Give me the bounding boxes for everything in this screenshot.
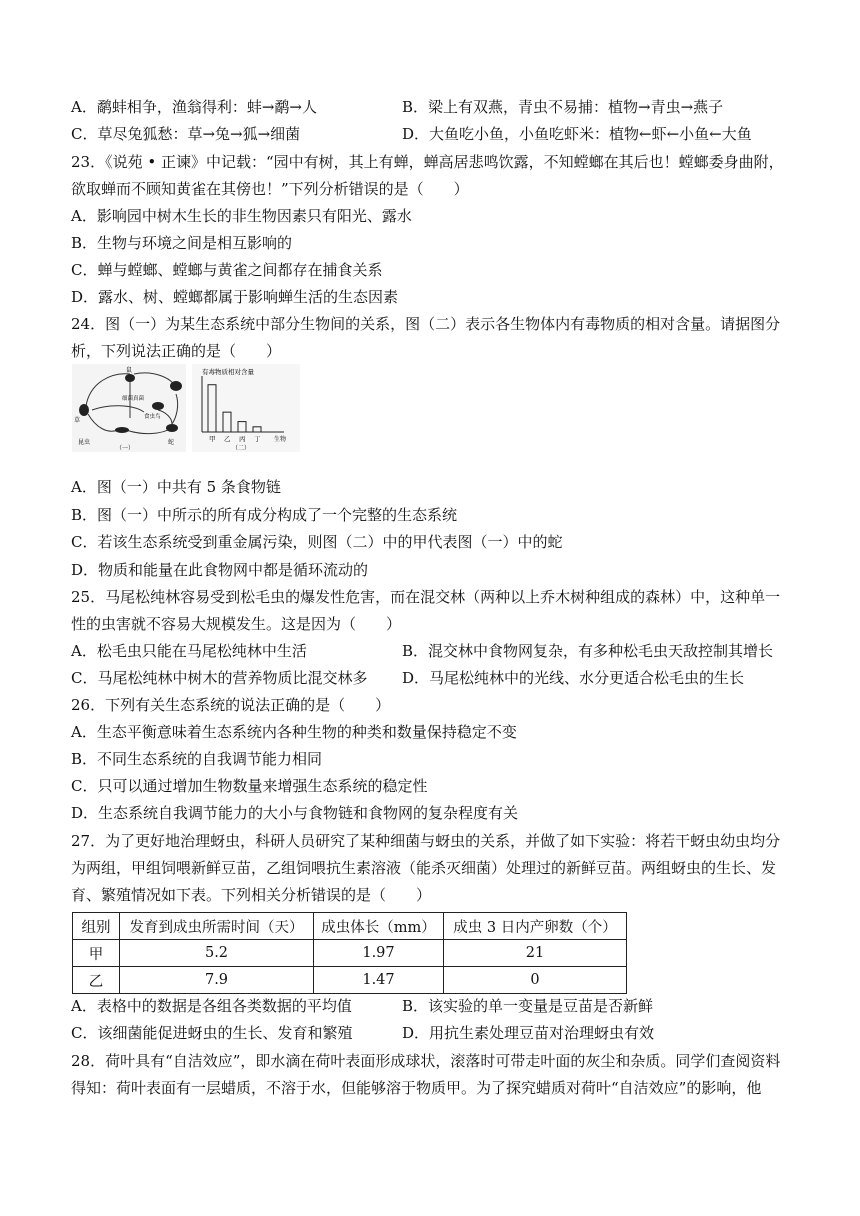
fig1-caption: （一） bbox=[116, 445, 135, 452]
table-header-cell: 发育到成虫所需时间（天） bbox=[120, 913, 314, 940]
chart-xlabel: 生物 bbox=[274, 436, 287, 443]
table-cell: 1.97 bbox=[314, 940, 444, 967]
q27-data-table bbox=[72, 912, 627, 994]
toxin-bar-chart bbox=[192, 364, 300, 452]
q26-option-b: B．不同生态系统的自我调节能力相同 bbox=[71, 750, 323, 768]
fig1-label-decomposer: 细菌真菌 bbox=[122, 396, 145, 402]
food-web-figure bbox=[72, 364, 186, 452]
table-cell: 0 bbox=[444, 967, 627, 994]
q25-stem-line1: 25．马尾松纯林容易受到松毛虫的爆发性危害，而在混交林（两种以上乔木树种组成的森林）中，这种单一 bbox=[71, 588, 781, 606]
table-header-cell: 成虫体长（mm） bbox=[314, 913, 444, 940]
fig1-label-insect: 昆虫 bbox=[78, 439, 91, 446]
table-cell: 21 bbox=[444, 940, 627, 967]
q27-option-b: B．该实验的单一变量是豆苗是否新鲜 bbox=[402, 997, 654, 1015]
q27-option-d: D．用抗生素处理豆苗对治理蚜虫有效 bbox=[402, 1024, 655, 1042]
table-row bbox=[73, 967, 627, 994]
q23-stem-line2: 欲取蝉而不顾知黄雀在其傍也！”下列分析错误的是（ ） bbox=[71, 180, 469, 198]
table-row bbox=[73, 940, 627, 967]
q25-option-c: C．马尾松纯林中树木的营养物质比混交林多 bbox=[71, 669, 368, 687]
table-header-cell: 组别 bbox=[73, 913, 120, 940]
q27-option-a: A．表格中的数据是各组各类数据的平均值 bbox=[71, 997, 352, 1015]
q28-line1: 28．荷叶具有“自洁效应”，即水滴在荷叶表面形成球状，滚落时可带走叶面的灰尘和杂质。同学们查阅资料 bbox=[71, 1052, 781, 1070]
q22-option-a: A．鹬蚌相争，渔翁得利：蚌→鹬→人 bbox=[71, 98, 317, 116]
fig1-label-mouse: 鼠 bbox=[126, 367, 133, 374]
q23-option-d: D．露水、树、螳螂都属于影响蝉生活的生态因素 bbox=[71, 288, 399, 306]
table-cell: 1.47 bbox=[314, 967, 444, 994]
q24-option-b: B．图（一）中所示的所有成分构成了一个完整的生态系统 bbox=[71, 506, 458, 524]
x-tick-label: 丙 bbox=[239, 435, 246, 443]
q25-option-b: B．混交林中食物网复杂，有多种松毛虫天敌控制其增长 bbox=[402, 642, 774, 660]
q24-figures bbox=[72, 364, 300, 452]
q23-stem-line1: 23．《说苑 • 正谏》中记载：“园中有树，其上有蝉，蝉高居悲鸣饮露，不知螳螂在其后也！螳螂委身曲附， bbox=[71, 153, 784, 171]
q27-option-c: C．该细菌能促进蚜虫的生长、发育和繁殖 bbox=[71, 1024, 353, 1042]
x-tick-label: 甲 bbox=[209, 435, 216, 443]
table-header-cell: 成虫 3 日内产卵数（个） bbox=[444, 913, 627, 940]
q24-option-a: A．图（一）中共有 5 条食物链 bbox=[71, 478, 281, 496]
x-tick-label: 丁 bbox=[254, 435, 261, 443]
x-tick-label: 乙 bbox=[224, 435, 231, 443]
q26-option-a: A．生态平衡意味着生态系统内各种生物的种类和数量保持稳定不变 bbox=[71, 723, 517, 741]
q27-stem-line1: 27．为了更好地治理蚜虫，科研人员研究了某种细菌与蚜虫的关系，并做了如下实验：将若干蚜虫幼虫均分 bbox=[71, 832, 781, 850]
table-cell: 乙 bbox=[73, 967, 120, 994]
q22-option-c: C．草尽兔狐愁：草→兔→狐→细菌 bbox=[71, 125, 301, 143]
q25-option-d: D．马尾松纯林中的光线、水分更适合松毛虫的生长 bbox=[402, 669, 745, 687]
q24-stem-line2: 析，下列说法正确的是（ ） bbox=[71, 342, 282, 360]
table-cell: 5.2 bbox=[120, 940, 314, 967]
q27-stem-line3: 育、繁殖情况如下表。下列相关分析错误的是（ ） bbox=[71, 886, 432, 904]
q25-option-a: A．松毛虫只能在马尾松纯林中生活 bbox=[71, 642, 307, 660]
q25-stem-line2: 性的虫害就不容易大规模发生。这是因为（ ） bbox=[71, 615, 402, 633]
fig1-label-bird: 食虫鸟 bbox=[144, 414, 161, 420]
q24-stem-line1: 24．图（一）为某生态系统中部分生物间的关系，图（二）表示各生物体内有毒物质的相对含量。请据图分 bbox=[71, 315, 781, 333]
q23-option-b: B．生物与环境之间是相互影响的 bbox=[71, 234, 293, 252]
q22-option-b: B．梁上有双燕，青虫不易捕：植物→青虫→燕子 bbox=[402, 98, 724, 116]
q24-option-d: D．物质和能量在此食物网中都是循环流动的 bbox=[71, 561, 369, 579]
q28-line2: 得知：荷叶表面有一层蜡质，不溶于水，但能够溶于物质甲。为了探究蜡质对荷叶“自洁效应”的影响，他 bbox=[71, 1079, 762, 1097]
table-cell: 7.9 bbox=[120, 967, 314, 994]
q26-option-c: C．只可以通过增加生物数量来增强生态系统的稳定性 bbox=[71, 777, 428, 795]
q23-option-a: A．影响园中树木生长的非生物因素只有阳光、露水 bbox=[71, 207, 412, 225]
chart-title: 有毒物质相对含量 bbox=[202, 368, 254, 376]
q27-stem-line2: 为两组，甲组饲喂新鲜豆苗，乙组饲喂抗生素溶液（能杀灭细菌）处理过的新鲜豆苗。两组蚜虫的生长、发 bbox=[71, 859, 777, 877]
table-cell: 甲 bbox=[73, 940, 120, 967]
q24-option-c: C．若该生态系统受到重金属污染，则图（二）中的甲代表图（一）中的蛇 bbox=[71, 533, 563, 551]
q26-option-d: D．生态系统自我调节能力的大小与食物链和食物网的复杂程度有关 bbox=[71, 804, 519, 822]
q22-option-d: D．大鱼吃小鱼，小鱼吃虾米：植物←虾←小鱼←大鱼 bbox=[402, 125, 752, 143]
fig2-caption: （二） bbox=[232, 445, 251, 452]
fig1-label-grass: 草 bbox=[74, 417, 81, 424]
table-header-row bbox=[73, 913, 627, 940]
q26-stem: 26．下列有关生态系统的说法正确的是（ ） bbox=[71, 696, 391, 714]
fig1-label-snake: 蛇 bbox=[168, 439, 175, 446]
q23-option-c: C．蝉与螳螂、螳螂与黄雀之间都存在捕食关系 bbox=[71, 261, 383, 279]
